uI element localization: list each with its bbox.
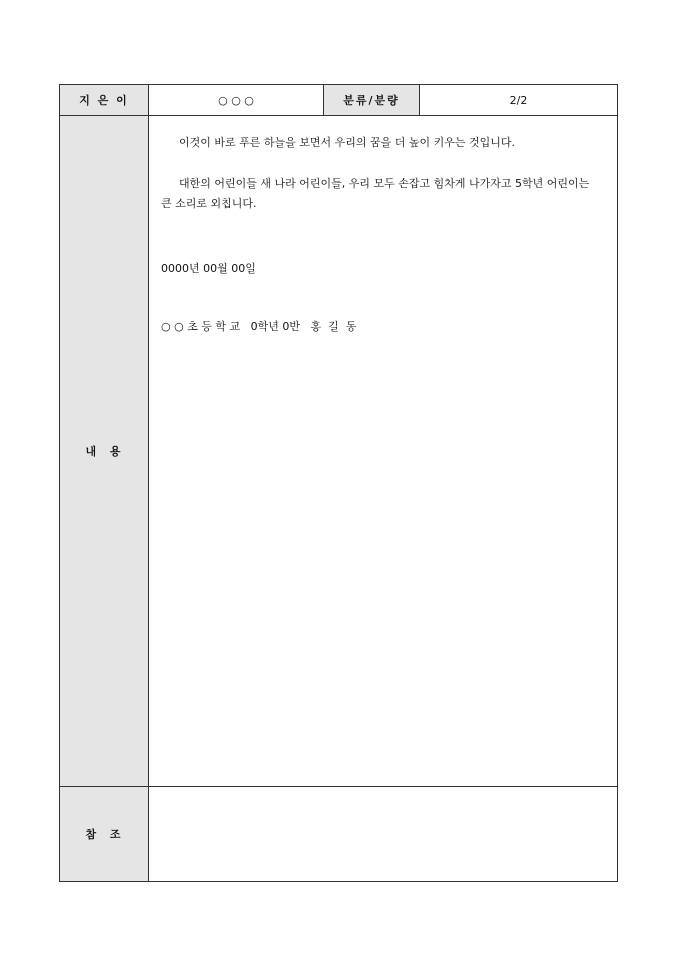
header-row <box>60 85 618 116</box>
content-label: 내 용 <box>60 116 149 787</box>
reference-value <box>149 787 618 882</box>
content-row <box>60 116 618 787</box>
content-area <box>149 116 618 787</box>
date-text: 0000년 00월 00일 <box>161 262 256 275</box>
category-value: 2/2 <box>420 85 618 116</box>
author-label: 지 은 이 <box>60 85 149 116</box>
paragraph-1: 이것이 바로 푸른 하늘을 보면서 우리의 꿈을 더 높이 키우는 것입니다. <box>179 136 515 149</box>
signature-text: ○ ○ 초 등 학 교 0학년 0반 홍 길 동 <box>161 320 357 333</box>
paragraph-2: 대한의 어린이들 새 나라 어린이들, 우리 모두 손잡고 힘차게 나가자고 5학년 어린이는 큰 소리로 외칩니다. <box>161 177 590 210</box>
reference-row <box>60 787 618 882</box>
reference-label: 참 조 <box>60 787 149 882</box>
document-table <box>59 84 618 882</box>
category-label: 분류/분량 <box>324 85 420 116</box>
author-value: ○ ○ ○ <box>149 85 324 116</box>
